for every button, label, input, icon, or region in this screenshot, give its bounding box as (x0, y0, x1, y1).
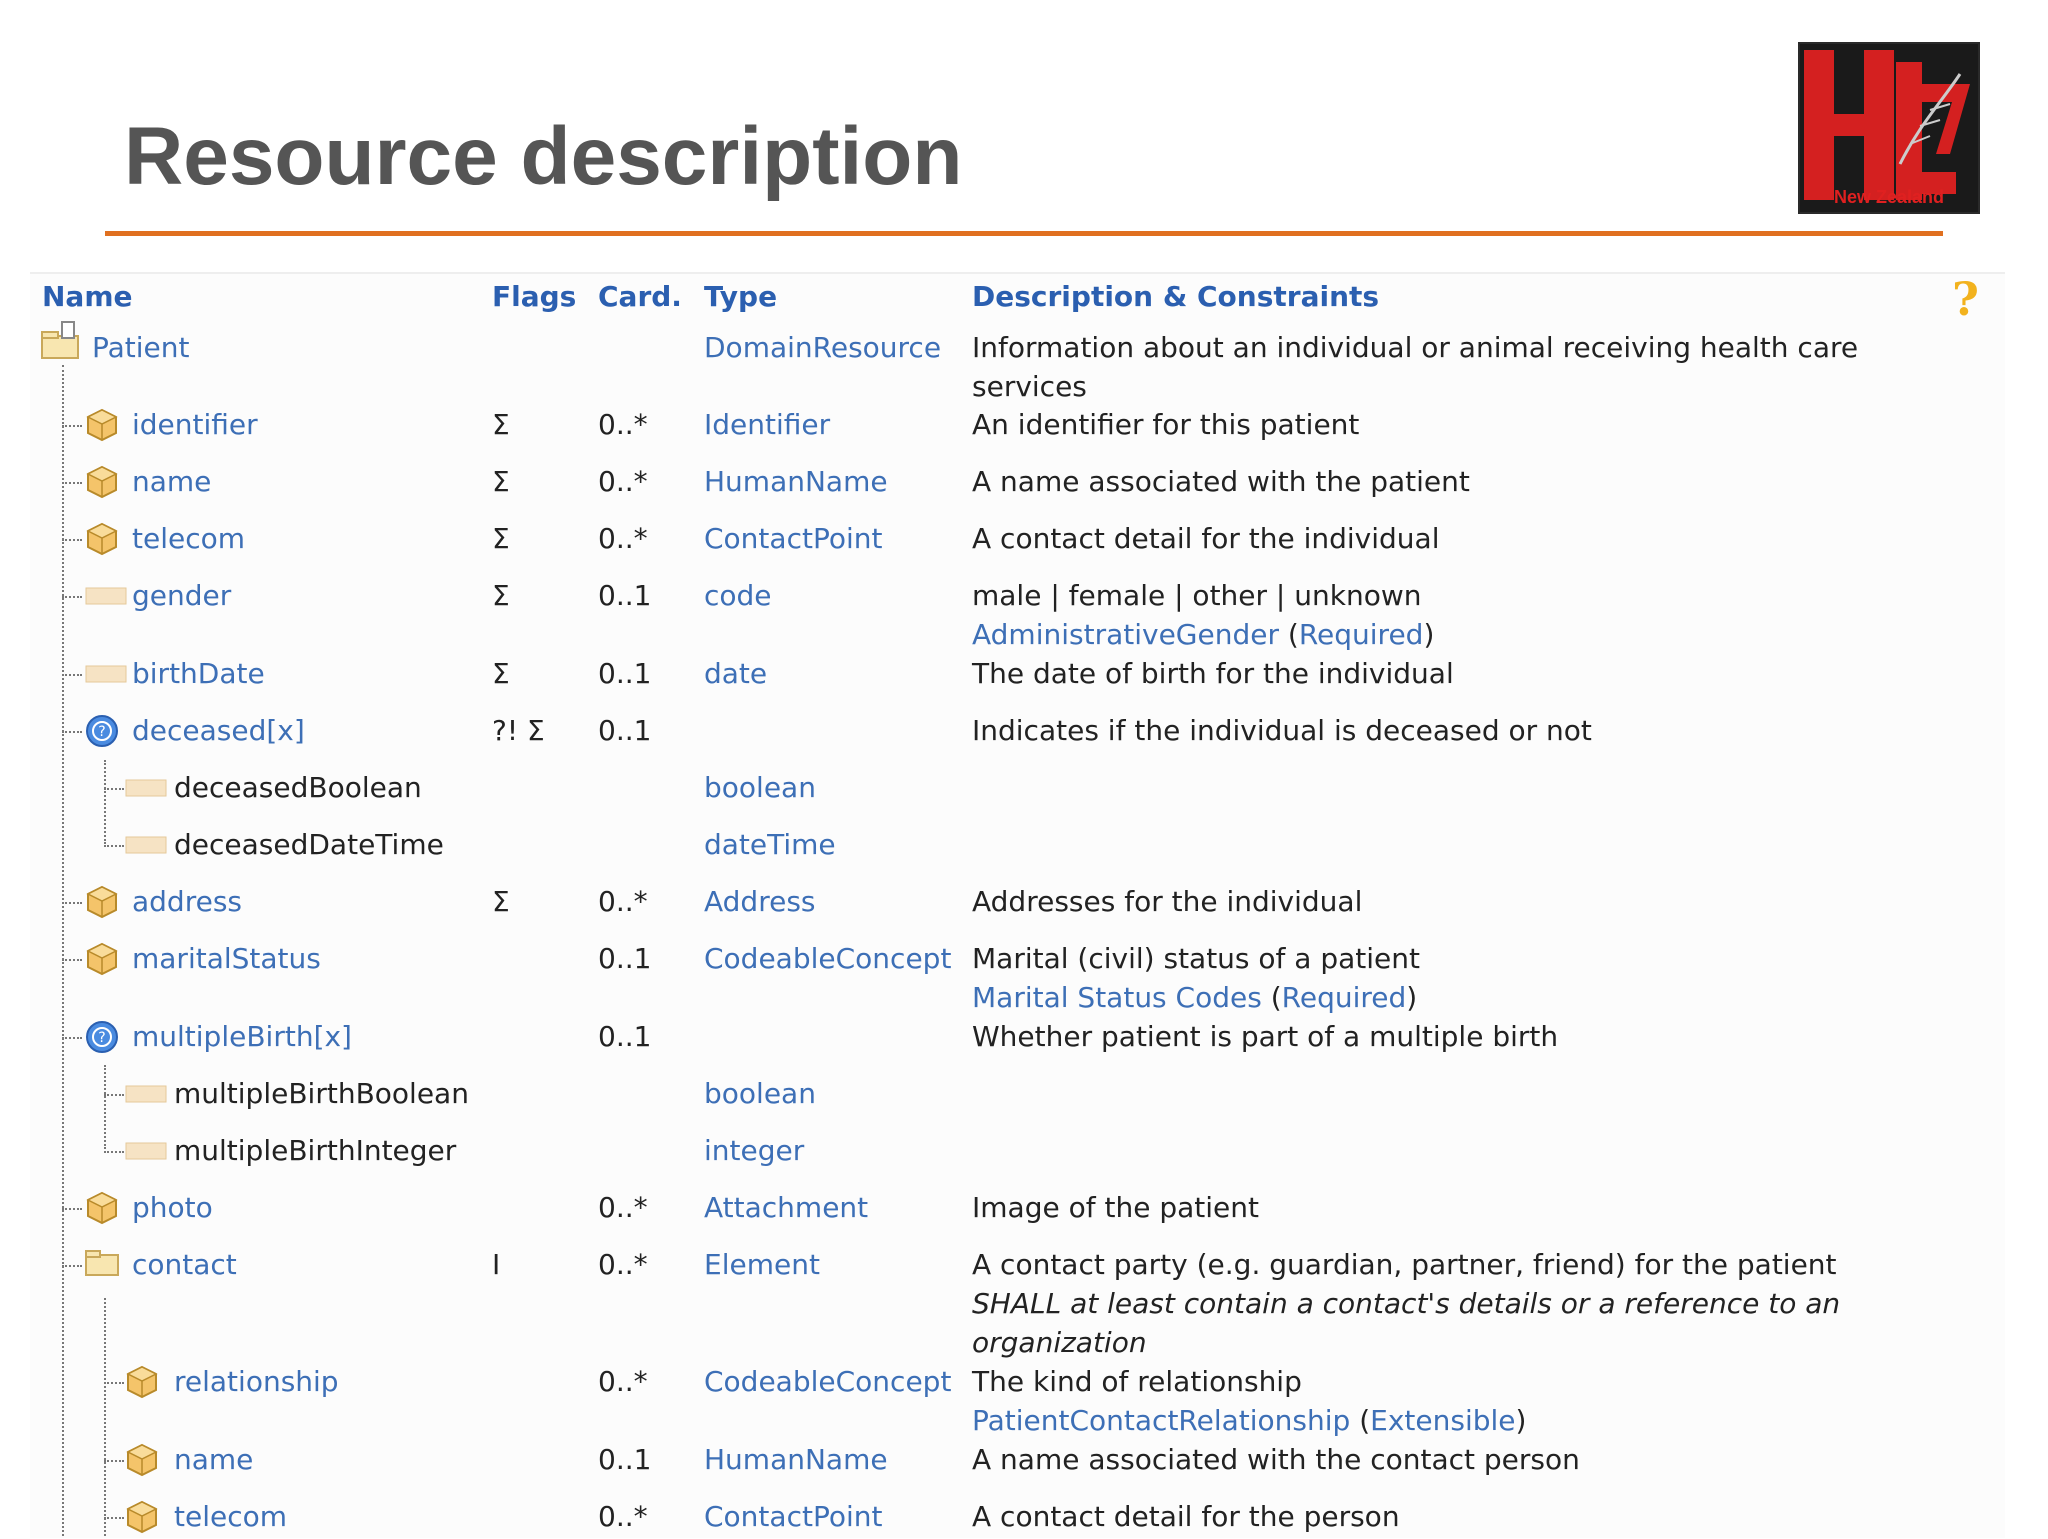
binding-paren: ) (1406, 981, 1418, 1014)
element-description (972, 405, 1359, 444)
tree-connector (104, 1460, 124, 1462)
header-card: Card. (598, 280, 682, 313)
tree-connector (62, 902, 82, 904)
tree-connector (62, 1037, 82, 1039)
element-description (972, 1188, 1259, 1227)
element-name[interactable]: relationship (174, 1365, 339, 1398)
description-line: Indicates if the individual is deceased or not (972, 714, 1592, 747)
element-flags: I (492, 1248, 501, 1281)
table-row (0, 825, 2048, 865)
element-flags: ?! Σ (492, 714, 545, 747)
tree-connector (62, 959, 82, 961)
element-name[interactable]: birthDate (132, 657, 265, 690)
table-row (0, 1188, 2048, 1228)
table-row (0, 1440, 2048, 1480)
element-flags: Σ (492, 657, 510, 690)
description-line: The kind of relationship (972, 1365, 1302, 1398)
datatype-icon (84, 941, 120, 981)
element-cardinality: 0..1 (598, 1443, 652, 1476)
description-line: An identifier for this patient (972, 408, 1360, 441)
constraint-text: SHALL at least contain a contact's details or a reference to an (972, 1287, 1841, 1320)
table-row (0, 519, 2048, 559)
datatype-icon (124, 1442, 160, 1482)
element-description (972, 576, 1434, 654)
element-type-link[interactable]: Attachment (704, 1191, 869, 1224)
header-flags: Flags (492, 280, 577, 313)
binding-line (972, 978, 1420, 1017)
description-line: Addresses for the individual (972, 885, 1363, 918)
description-line: A name associated with the patient (972, 465, 1470, 498)
element-description (972, 1245, 1840, 1362)
table-row (0, 939, 2048, 1014)
datatype-icon (84, 1190, 120, 1230)
tree-connector (104, 1382, 124, 1384)
element-type-link[interactable]: CodeableConcept (704, 942, 952, 975)
resource-icon (40, 320, 82, 366)
element-description (972, 328, 1858, 406)
element-cardinality: 0..1 (598, 579, 652, 612)
element-cardinality: 0..* (598, 1500, 648, 1533)
binding-line (972, 615, 1434, 654)
table-row (0, 405, 2048, 445)
tree-connector (62, 482, 82, 484)
element-description (972, 1497, 1400, 1536)
binding-paren: ( (1350, 1404, 1371, 1437)
table-row (0, 328, 2048, 403)
tree-connector (62, 1208, 82, 1210)
datatype-icon (124, 1364, 160, 1404)
element-icon (84, 1247, 120, 1281)
primitive-icon (124, 833, 168, 861)
logo-subtitle: New Zealand (1833, 187, 1945, 207)
tree-connector (62, 731, 82, 733)
binding-line (972, 1401, 1526, 1440)
element-type-link[interactable]: Element (704, 1248, 820, 1281)
primitive-icon (124, 1082, 168, 1110)
description-line: services (972, 370, 1087, 403)
element-cardinality: 0..* (598, 1191, 648, 1224)
element-name[interactable]: maritalStatus (132, 942, 321, 975)
element-description (972, 711, 1592, 750)
element-name[interactable]: deceased[x] (132, 714, 305, 747)
element-name[interactable]: photo (132, 1191, 213, 1224)
element-cardinality: 0..* (598, 1248, 648, 1281)
binding-paren: ( (1279, 618, 1299, 651)
element-name[interactable]: identifier (132, 408, 258, 441)
element-type-link[interactable]: CodeableConcept (704, 1365, 952, 1398)
title-underline (105, 231, 1943, 236)
element-flags: Σ (492, 522, 510, 555)
element-description (972, 519, 1439, 558)
binding-strength-link[interactable]: Extensible (1370, 1404, 1516, 1437)
element-description (972, 939, 1420, 1017)
element-name[interactable]: gender (132, 579, 232, 612)
element-flags: Σ (492, 885, 510, 918)
tree-connector (104, 1094, 124, 1096)
table-row (0, 462, 2048, 502)
element-description (972, 1362, 1526, 1440)
element-description (972, 1440, 1580, 1479)
element-name[interactable]: telecom (174, 1500, 288, 1533)
element-type-link[interactable]: date (704, 657, 768, 690)
element-type-link[interactable]: HumanName (704, 465, 888, 498)
valueset-link[interactable]: Marital Status Codes (972, 981, 1262, 1014)
element-name[interactable]: telecom (132, 522, 246, 555)
element-cardinality: 0..1 (598, 657, 652, 690)
table-row (0, 711, 2048, 751)
description-line: male | female | other | unknown (972, 579, 1422, 612)
element-name: deceasedBoolean (174, 771, 422, 804)
datatype-icon (124, 1499, 160, 1539)
description-line: The date of birth for the individual (972, 657, 1454, 690)
tree-connector (104, 1517, 124, 1519)
element-type-link[interactable]: boolean (704, 1077, 816, 1110)
binding-paren: ) (1515, 1404, 1527, 1437)
primitive-icon (84, 662, 128, 690)
primitive-icon (124, 776, 168, 804)
element-cardinality: 0..* (598, 408, 648, 441)
primitive-icon (84, 584, 128, 612)
datatype-icon (84, 407, 120, 447)
table-row (0, 1497, 2048, 1537)
help-icon[interactable]: ? (1952, 272, 1979, 326)
element-type-link[interactable]: HumanName (704, 1443, 888, 1476)
element-name[interactable]: Patient (92, 331, 190, 364)
binding-strength-link[interactable]: Required (1298, 618, 1424, 651)
tree-connector (62, 425, 82, 427)
description-line: Information about an individual or animal receiving health care (972, 331, 1859, 364)
element-type-link[interactable]: DomainResource (704, 331, 942, 364)
primitive-icon (124, 1139, 168, 1167)
element-description (972, 654, 1454, 693)
element-type-link[interactable]: integer (704, 1134, 805, 1167)
element-flags: Σ (492, 408, 510, 441)
element-type-link[interactable]: Address (704, 885, 816, 918)
datatype-icon (84, 521, 120, 561)
table-row (0, 1362, 2048, 1437)
description-line: Whether patient is part of a multiple birth (972, 1020, 1559, 1053)
element-cardinality: 0..1 (598, 714, 652, 747)
table-row (0, 654, 2048, 694)
element-cardinality: 0..* (598, 522, 648, 555)
element-cardinality: 0..* (598, 1365, 648, 1398)
description-line: Image of the patient (972, 1191, 1259, 1224)
header-type: Type (704, 280, 778, 313)
element-description (972, 882, 1362, 921)
element-description (972, 462, 1470, 501)
element-name[interactable]: address (132, 885, 243, 918)
tree-connector (62, 596, 82, 598)
datatype-icon (84, 464, 120, 504)
description-line: A name associated with the contact person (972, 1443, 1580, 1476)
tree-connector (62, 1265, 82, 1267)
header-description: Description & Constraints (972, 280, 1380, 313)
element-cardinality: 0..* (598, 885, 648, 918)
description-line: Marital (civil) status of a patient (972, 942, 1420, 975)
element-type-link[interactable]: ContactPoint (704, 522, 883, 555)
description-line: A contact detail for the individual (972, 522, 1440, 555)
element-description (972, 1017, 1558, 1056)
choice-icon (84, 1019, 120, 1059)
table-row (0, 1017, 2048, 1057)
choice-icon (84, 713, 120, 753)
tree-connector (104, 845, 124, 847)
table-row (0, 1074, 2048, 1114)
datatype-icon (84, 884, 120, 924)
slide-title: Resource description (124, 111, 963, 202)
tree-connector (104, 788, 124, 790)
element-cardinality: 0..1 (598, 1020, 652, 1053)
valueset-link[interactable]: PatientContactRelationship (972, 1404, 1351, 1437)
element-name: deceasedDateTime (174, 828, 444, 861)
element-cardinality: 0..* (598, 465, 648, 498)
element-name[interactable]: name (174, 1443, 254, 1476)
table-row (0, 1245, 2048, 1359)
tree-connector (62, 539, 82, 541)
description-line: A contact party (e.g. guardian, partner, friend) for the patient (972, 1248, 1837, 1281)
header-name: Name (42, 280, 133, 313)
tree-connector (62, 674, 82, 676)
table-row (0, 1131, 2048, 1171)
constraint-text: organization (972, 1326, 1147, 1359)
element-name: multipleBirthInteger (174, 1134, 457, 1167)
binding-strength-link[interactable]: Required (1281, 981, 1407, 1014)
description-line: A contact detail for the person (972, 1500, 1400, 1533)
element-type-link[interactable]: Identifier (704, 408, 831, 441)
table-row (0, 882, 2048, 922)
binding-paren: ) (1423, 618, 1435, 651)
svg-text:?: ? (98, 724, 106, 740)
element-type-link[interactable]: ContactPoint (704, 1500, 883, 1533)
element-name[interactable]: contact (132, 1248, 237, 1281)
binding-paren: ( (1261, 981, 1282, 1014)
svg-text:?: ? (98, 1030, 106, 1046)
element-type-link[interactable]: code (704, 579, 772, 612)
element-flags: Σ (492, 465, 510, 498)
tree-connector (104, 1151, 124, 1153)
table-row (0, 576, 2048, 651)
element-name[interactable]: name (132, 465, 212, 498)
element-cardinality: 0..1 (598, 942, 652, 975)
hl7-logo (1798, 42, 1980, 214)
element-flags: Σ (492, 579, 510, 612)
element-name: multipleBirthBoolean (174, 1077, 469, 1110)
element-name[interactable]: multipleBirth[x] (132, 1020, 352, 1053)
valueset-link[interactable]: AdministrativeGender (972, 618, 1279, 651)
table-row (0, 768, 2048, 808)
element-type-link[interactable]: boolean (704, 771, 816, 804)
element-type-link[interactable]: dateTime (704, 828, 836, 861)
